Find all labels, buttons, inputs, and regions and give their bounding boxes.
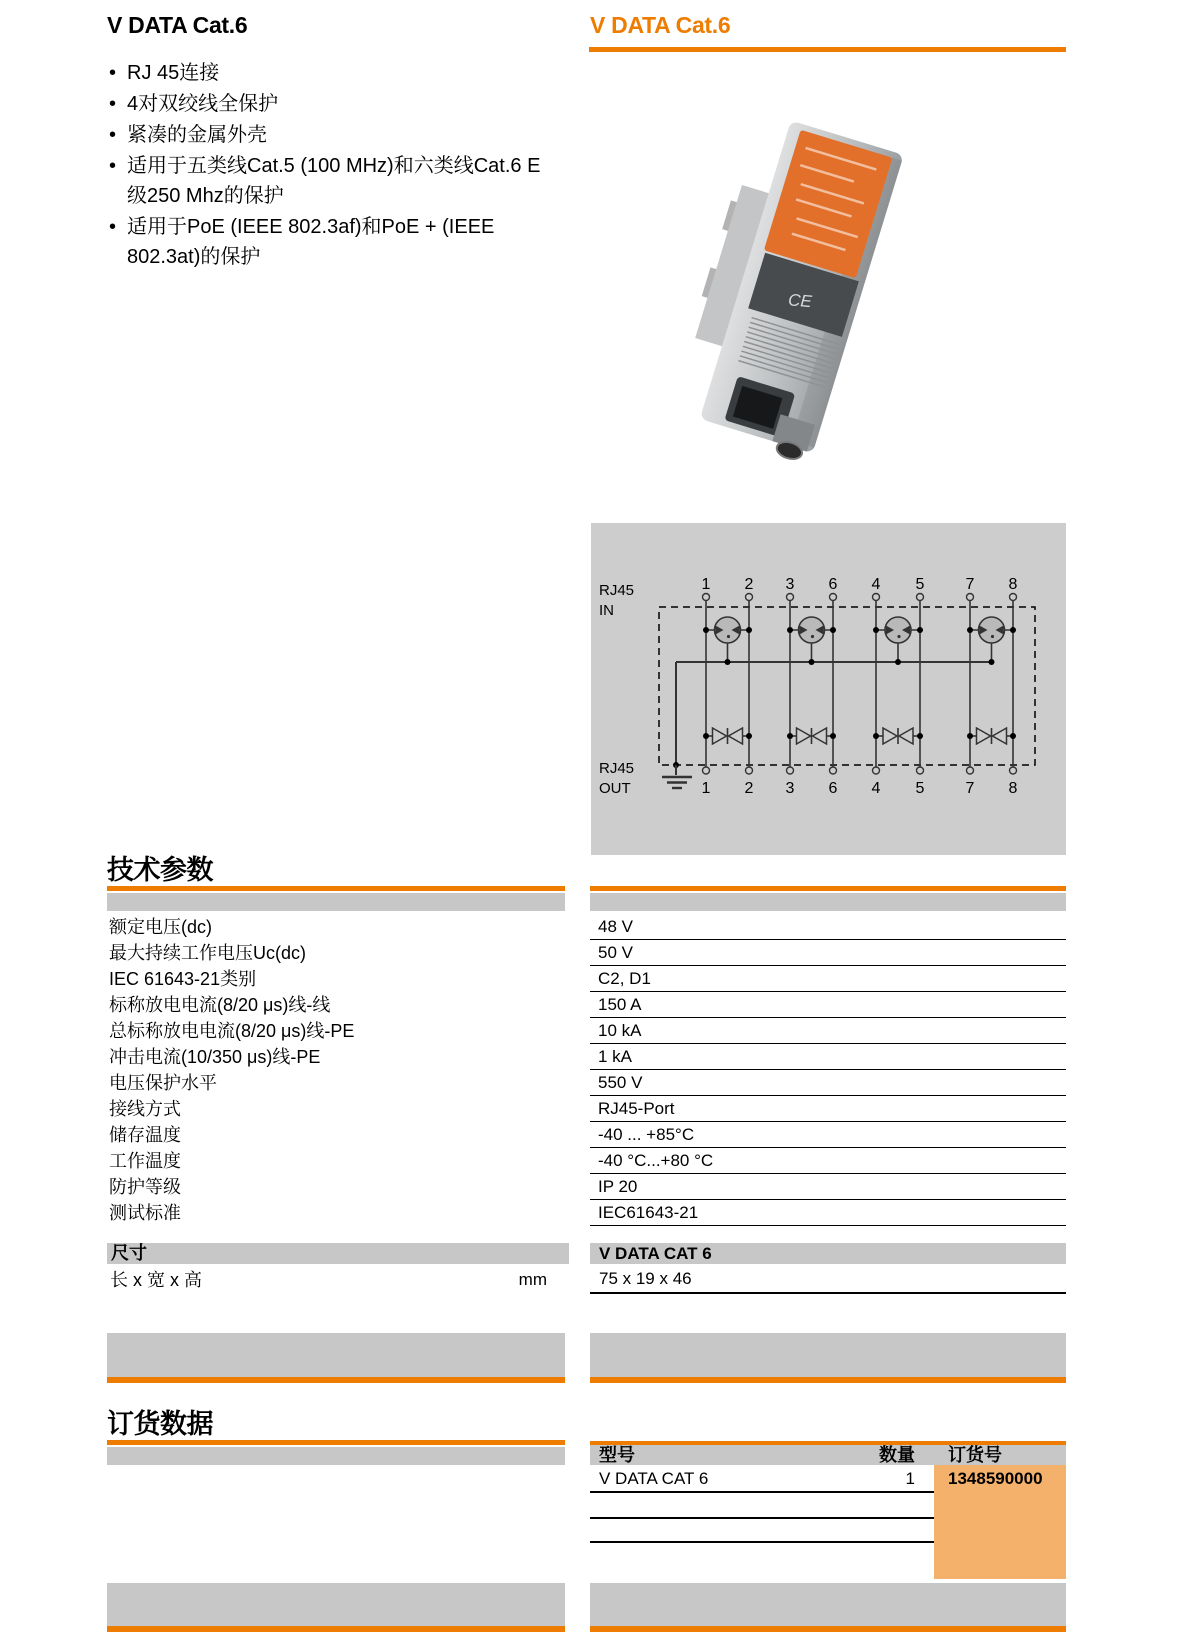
dims-row-label: 长 x 宽 x 高 bbox=[110, 1270, 203, 1290]
junction-dot bbox=[746, 733, 752, 739]
pin-terminal-bottom bbox=[830, 767, 837, 774]
diode-symbol-left bbox=[713, 728, 727, 744]
pin-terminal-bottom bbox=[787, 767, 794, 774]
feature-item: • 4对双绞线全保护 bbox=[108, 89, 560, 119]
junction-dot bbox=[873, 733, 879, 739]
order-col-qty: 数量 bbox=[879, 1445, 915, 1465]
junction-dot bbox=[873, 627, 879, 633]
tech-row-label: 标称放电电流(8/20 μs)线-线 bbox=[109, 995, 331, 1015]
feature-item: • 适用于PoE (IEEE 802.3af)和PoE + (IEEE 802.3at)的保护 bbox=[108, 212, 560, 272]
tech-row-label: 工作温度 bbox=[109, 1151, 181, 1171]
tech-row-value: 550 V bbox=[590, 1070, 1066, 1096]
pin-terminal-bottom bbox=[917, 767, 924, 774]
tech-row-label: IEC 61643-21类别 bbox=[109, 969, 257, 989]
tech-bar-right bbox=[590, 893, 1066, 911]
rj45-in-label-1: RJ45 bbox=[599, 582, 635, 599]
order-row-model: V DATA CAT 6 bbox=[599, 1469, 709, 1488]
pin-number-bottom: 5 bbox=[915, 780, 925, 797]
circuit-diagram bbox=[591, 523, 1066, 855]
pin-number-bottom: 4 bbox=[871, 780, 881, 797]
tech-value-column bbox=[590, 914, 1066, 1226]
tech-rule-right bbox=[590, 886, 1066, 891]
order-row-qty: 1 bbox=[905, 1469, 915, 1488]
pin-number-top: 4 bbox=[871, 576, 881, 593]
pin-number-bottom: 7 bbox=[965, 780, 975, 797]
pin-number-top: 3 bbox=[785, 576, 795, 593]
tech-row-label: 储存温度 bbox=[109, 1125, 181, 1145]
tech-row-label: 接线方式 bbox=[109, 1099, 181, 1119]
order-table-row bbox=[590, 1543, 934, 1579]
tech-row-label: 最大持续工作电压Uc(dc) bbox=[109, 943, 306, 963]
gdt-electrode-dot bbox=[897, 635, 900, 638]
pin-terminal-bottom bbox=[967, 767, 974, 774]
junction-dot bbox=[967, 733, 973, 739]
pin-terminal-top bbox=[967, 594, 974, 601]
title-underline bbox=[589, 47, 1066, 52]
pin-terminal-bottom bbox=[1010, 767, 1017, 774]
tech-row-value: 10 kA bbox=[590, 1018, 1066, 1044]
pin-terminal-top bbox=[917, 594, 924, 601]
pin-terminal-top bbox=[746, 594, 753, 601]
tech-row-label: 总标称放电电流(8/20 μs)线-PE bbox=[109, 1021, 355, 1041]
junction-dot bbox=[746, 627, 752, 633]
tech-row-label: 电压保护水平 bbox=[109, 1073, 217, 1093]
bus-junction-dot bbox=[989, 659, 995, 665]
order-heading: 订货数据 bbox=[107, 1409, 213, 1439]
junction-dot bbox=[917, 627, 923, 633]
pin-number-bottom: 8 bbox=[1008, 780, 1018, 797]
tech-row-label: 测试标准 bbox=[109, 1203, 181, 1223]
order-col-orderno: 订货号 bbox=[948, 1445, 1002, 1465]
bus-junction-dot bbox=[725, 659, 731, 665]
junction-dot bbox=[917, 733, 923, 739]
tech-row-value: IP 20 bbox=[590, 1174, 1066, 1200]
diode-symbol-right bbox=[899, 728, 913, 744]
gdt-electrode-dot bbox=[727, 635, 730, 638]
dims-header-left: 尺寸 bbox=[107, 1243, 569, 1264]
junction-dot bbox=[787, 627, 793, 633]
page-title-right: V DATA Cat.6 bbox=[590, 12, 731, 38]
bus-junction-dot bbox=[895, 659, 901, 665]
circuit-diagram-svg bbox=[591, 523, 1066, 855]
pin-number-top: 2 bbox=[744, 576, 754, 593]
tech-row-value: 150 A bbox=[590, 992, 1066, 1018]
feature-item: • RJ 45连接 bbox=[108, 58, 560, 88]
junction-dot bbox=[703, 627, 709, 633]
dims-unit: mm bbox=[518, 1270, 547, 1289]
gdt-electrode-dot bbox=[991, 635, 994, 638]
tech-row-label: 防护等级 bbox=[109, 1177, 181, 1197]
order-table-row bbox=[590, 1465, 934, 1493]
tech-bar-left bbox=[107, 893, 565, 911]
junction-dot bbox=[1010, 733, 1016, 739]
bus-junction-dot bbox=[809, 659, 815, 665]
dims-header-right: V DATA CAT 6 bbox=[590, 1243, 1066, 1264]
diode-symbol-left bbox=[883, 728, 897, 744]
diode-symbol-right bbox=[993, 728, 1007, 744]
order-table-row bbox=[590, 1493, 934, 1519]
order-col-model: 型号 bbox=[599, 1445, 635, 1465]
pin-number-bottom: 6 bbox=[828, 780, 838, 797]
pin-number-top: 1 bbox=[701, 576, 711, 593]
pin-terminal-top bbox=[830, 594, 837, 601]
pin-terminal-top bbox=[787, 594, 794, 601]
tech-row-value: -40 ... +85°C bbox=[590, 1122, 1066, 1148]
banner-bar-right bbox=[590, 1333, 1066, 1383]
footer-bar-left bbox=[107, 1583, 565, 1632]
feature-list bbox=[108, 58, 560, 273]
tech-heading: 技术参数 bbox=[107, 855, 213, 885]
tech-row-value: 1 kA bbox=[590, 1044, 1066, 1070]
order-table bbox=[590, 1441, 1066, 1579]
pin-number-bottom: 1 bbox=[701, 780, 711, 797]
diode-symbol-right bbox=[813, 728, 827, 744]
junction-dot bbox=[1010, 627, 1016, 633]
pin-terminal-top bbox=[873, 594, 880, 601]
junction-dot bbox=[830, 733, 836, 739]
tech-row-value: RJ45-Port bbox=[590, 1096, 1066, 1122]
order-table-row bbox=[590, 1519, 934, 1543]
tech-row-label: 冲击电流(10/350 μs)线-PE bbox=[109, 1047, 321, 1067]
junction-dot bbox=[703, 733, 709, 739]
pin-terminal-top bbox=[703, 594, 710, 601]
diode-symbol-left bbox=[797, 728, 811, 744]
ce-mark: CE bbox=[787, 290, 813, 312]
junction-dot bbox=[830, 627, 836, 633]
junction-dot bbox=[787, 733, 793, 739]
banner-bar-left bbox=[107, 1333, 565, 1383]
dims-value: 75 x 19 x 46 bbox=[590, 1266, 1066, 1294]
pin-terminal-top bbox=[1010, 594, 1017, 601]
rj45-out-label-2: OUT bbox=[599, 780, 631, 797]
pin-terminal-bottom bbox=[873, 767, 880, 774]
pin-number-top: 8 bbox=[1008, 576, 1018, 593]
gdt-electrode-dot bbox=[811, 635, 814, 638]
pin-number-top: 6 bbox=[828, 576, 838, 593]
pin-number-top: 7 bbox=[965, 576, 975, 593]
junction-dot bbox=[967, 627, 973, 633]
order-table-header bbox=[590, 1441, 1066, 1465]
page-title-left: V DATA Cat.6 bbox=[107, 12, 248, 38]
diode-symbol-right bbox=[729, 728, 743, 744]
order-table-body bbox=[590, 1465, 1066, 1579]
tech-row-label: 额定电压(dc) bbox=[109, 917, 212, 937]
diode-symbol-left bbox=[977, 728, 991, 744]
pin-number-bottom: 2 bbox=[744, 780, 754, 797]
order-row-orderno: 1348590000 bbox=[948, 1469, 1043, 1488]
order-bar-left bbox=[107, 1447, 565, 1465]
feature-item: • 紧凑的金属外壳 bbox=[108, 120, 560, 150]
pin-number-top: 5 bbox=[915, 576, 925, 593]
tech-rule-left bbox=[107, 886, 565, 891]
tech-row-value: C2, D1 bbox=[590, 966, 1066, 992]
pin-terminal-bottom bbox=[703, 767, 710, 774]
rj45-in-label-2: IN bbox=[599, 602, 614, 619]
tech-row-value: 50 V bbox=[590, 940, 1066, 966]
rj45-out-label-1: RJ45 bbox=[599, 760, 635, 777]
pin-number-bottom: 3 bbox=[785, 780, 795, 797]
tech-row-value: IEC61643-21 bbox=[590, 1200, 1066, 1226]
tech-row-value: -40 °C...+80 °C bbox=[590, 1148, 1066, 1174]
product-photo bbox=[650, 118, 960, 463]
footer-bar-right bbox=[590, 1583, 1066, 1632]
tech-row-value: 48 V bbox=[590, 914, 1066, 940]
pin-terminal-bottom bbox=[746, 767, 753, 774]
tech-label-column bbox=[107, 914, 565, 1226]
feature-item: • 适用于五类线Cat.5 (100 MHz)和六类线Cat.6 E级250 Mhz的保护 bbox=[108, 151, 560, 211]
order-rule-left bbox=[107, 1440, 565, 1445]
